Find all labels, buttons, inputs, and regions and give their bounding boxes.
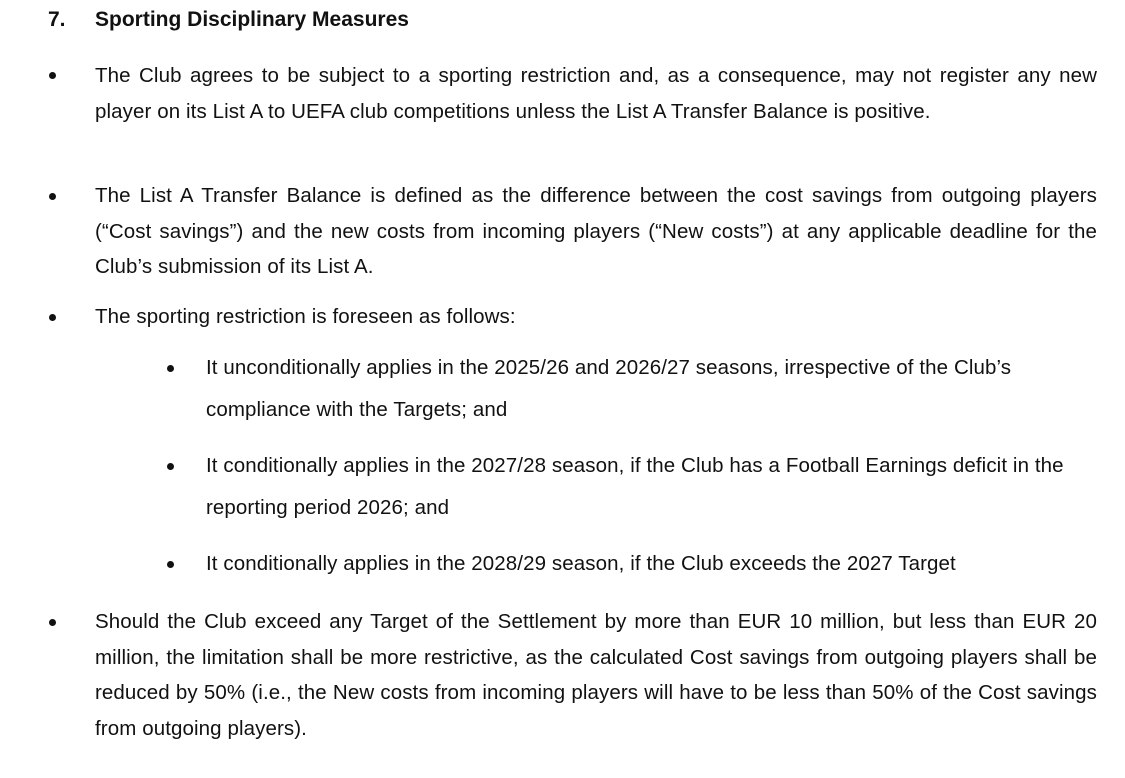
section-title: Sporting Disciplinary Measures xyxy=(95,8,409,31)
sub-bullet-marker xyxy=(167,365,174,372)
bullet-paragraph-3: The sporting restriction is foreseen as follows: xyxy=(95,305,516,328)
bullet-marker xyxy=(49,72,56,79)
sub-bullet-marker xyxy=(167,561,174,568)
sub-bullet-paragraph-2: It conditionally applies in the 2027/28 season, if the Club has a Football Earnings deficit in the reporting period 2026; and xyxy=(206,454,1064,519)
bullet-paragraph-4: Should the Club exceed any Target of the Settlement by more than EUR 10 million, but less than EUR 20 million, the limitation shall be more restrictive, as the calculated Cost savings from outgoing players shall be reduced by 50% (i.e., the New costs from incoming players will have to be less than 50% of the Cost savings from outgoing players). xyxy=(95,610,1097,740)
bullet-marker xyxy=(49,193,56,200)
sub-bullet-paragraph-1: It unconditionally applies in the 2025/26 and 2026/27 seasons, irrespective of the Club’s compliance with the Targets; and xyxy=(206,356,1012,421)
sub-bullet-marker xyxy=(167,463,174,470)
section-number: 7. xyxy=(48,8,66,31)
bullet-paragraph-1: The Club agrees to be subject to a sporting restriction and, as a consequence, may not register any new player on its List A to UEFA club competitions unless the List A Transfer Balance is positive. xyxy=(95,64,1097,123)
bullet-paragraph-2: The List A Transfer Balance is defined as the difference between the cost savings from outgoing players (“Cost savings”) and the new costs from incoming players (“New costs”) at any applicable deadline for the Club’s submission of its List A. xyxy=(95,184,1097,278)
bullet-marker xyxy=(49,314,56,321)
sub-bullet-paragraph-3: It conditionally applies in the 2028/29 season, if the Club exceeds the 2027 Target xyxy=(206,552,956,575)
bullet-marker xyxy=(49,619,56,626)
